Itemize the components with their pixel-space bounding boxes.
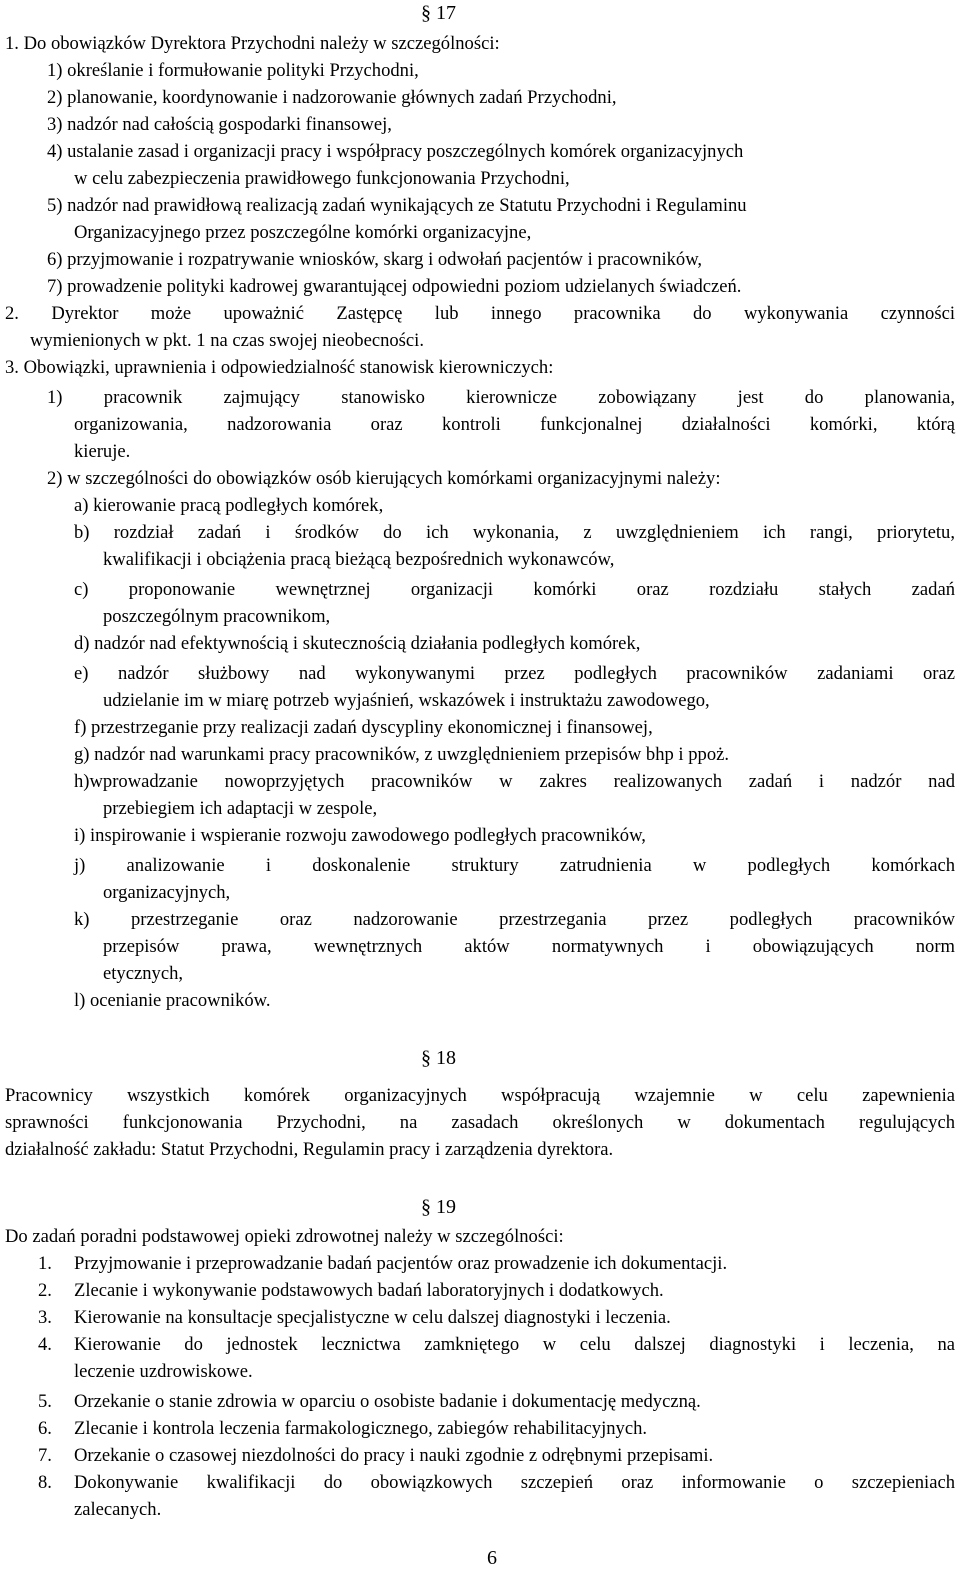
list-item: 3) nadzór nad całością gospodarki finansowej, <box>47 114 392 135</box>
list-item: 7) prowadzenie polityki kadrowej gwarantującej odpowiedni poziom udzielanych świadczeń. <box>47 276 742 297</box>
list-item-number: 5. <box>38 1391 52 1412</box>
sub-list-item: c) proponowanie wewnętrznej organizacji komórki oraz rozdziału stałych zadań <box>74 579 955 600</box>
list-item: 2) planowanie, koordynowanie i nadzorowanie głównych zadań Przychodni, <box>47 87 617 108</box>
paragraph-line: sprawności funkcjonowania Przychodni, na zasadach określonych w dokumentach regulujących <box>5 1112 955 1133</box>
sub-list-item: f) przestrzeganie przy realizacji zadań dyscypliny ekonomicznej i finansowej, <box>74 717 653 738</box>
list-item-number: 4. <box>38 1334 52 1355</box>
sub-list-item: g) nadzór nad warunkami pracy pracowników, z uwzględnieniem przepisów bhp i ppoż. <box>74 744 730 765</box>
list-item: 1) pracownik zajmujący stanowisko kierownicze zobowiązany jest do planowania, <box>47 387 955 408</box>
list-item: Przyjmowanie i przeprowadzanie badań pacjentów oraz prowadzenie ich dokumentacji. <box>74 1253 728 1274</box>
paragraph-line: Pracownicy wszystkich komórek organizacyjnych współpracują wzajemnie w celu zapewnienia <box>5 1085 955 1106</box>
list-item: 6) przyjmowanie i rozpatrywanie wniosków, skarg i odwołań pacjentów i pracowników, <box>47 249 703 270</box>
list-item: Kierowanie na konsultacje specjalistyczne w celu dalszej diagnostyki i leczenia. <box>74 1307 671 1328</box>
section-heading-18: § 18 <box>421 1047 456 1069</box>
list-item-number: 6. <box>38 1418 52 1439</box>
paragraph-2-line: wymienionych w pkt. 1 na czas swojej nieobecności. <box>30 330 424 351</box>
list-item: 5) nadzór nad prawidłową realizacją zadań wynikających ze Statutu Przychodni i Regulaminu <box>47 195 747 216</box>
list-item: Orzekanie o czasowej niezdolności do pracy i nauki zgodnie z odrębnymi przepisami. <box>74 1445 714 1466</box>
sub-list-item: i) inspirowanie i wspieranie rozwoju zawodowego podległych pracowników, <box>74 825 646 846</box>
sub-list-item-continuation: udzielanie im w miarę potrzeb wyjaśnień, wskazówek i instruktażu zawodowego, <box>103 690 710 711</box>
sub-list-item: h)wprowadzanie nowoprzyjętych pracowników w zakres realizowanych zadań i nadzór nad <box>74 771 955 792</box>
list-item-continuation: organizowania, nadzorowania oraz kontroli funkcjonalnej działalności komórki, którą <box>74 414 955 435</box>
sub-list-item-continuation: przebiegiem ich adaptacji w zespole, <box>103 798 378 819</box>
list-item: 2) w szczególności do obowiązków osób kierujących komórkami organizacyjnymi należy: <box>47 468 721 489</box>
paragraph-intro: Do zadań poradni podstawowej opieki zdrowotnej należy w szczególności: <box>5 1226 564 1247</box>
list-item-continuation: w celu zabezpieczenia prawidłowego funkcjonowania Przychodni, <box>74 168 570 189</box>
sub-list-item-continuation: przepisów prawa, wewnętrznych aktów normatywnych i obowiązujących norm <box>103 936 955 957</box>
sub-list-item: a) kierowanie pracą podległych komórek, <box>74 495 384 516</box>
sub-list-item-continuation: poszczególnym pracownikom, <box>103 606 331 627</box>
page-number: 6 <box>487 1547 497 1569</box>
list-item: Zlecanie i kontrola leczenia farmakologicznego, zabiegów rehabilitacyjnych. <box>74 1418 648 1439</box>
sub-list-item-continuation: organizacyjnych, <box>103 882 231 903</box>
list-item-number: 3. <box>38 1307 52 1328</box>
sub-list-item-continuation: etycznych, <box>103 963 184 984</box>
list-item-number: 2. <box>38 1280 52 1301</box>
paragraph-2-line: 2. Dyrektor może upoważnić Zastępcę lub innego pracownika do wykonywania czynności <box>5 303 955 324</box>
list-item: 4) ustalanie zasad i organizacji pracy i współpracy poszczególnych komórek organizacyjnych <box>47 141 744 162</box>
list-item-number: 8. <box>38 1472 52 1493</box>
list-item: Orzekanie o stanie zdrowia w oparciu o osobiste badanie i dokumentację medyczną. <box>74 1391 701 1412</box>
list-item-continuation: Organizacyjnego przez poszczególne komórki organizacyjne, <box>74 222 532 243</box>
sub-list-item: l) ocenianie pracowników. <box>74 990 271 1011</box>
paragraph-3-intro: 3. Obowiązki, uprawnienia i odpowiedzialność stanowisk kierowniczych: <box>5 357 554 378</box>
list-item-number: 7. <box>38 1445 52 1466</box>
list-item-continuation: kieruje. <box>74 441 131 462</box>
sub-list-item: k) przestrzeganie oraz nadzorowanie przestrzegania przez podległych pracowników <box>74 909 955 930</box>
sub-list-item: d) nadzór nad efektywnością i skutecznością działania podległych komórek, <box>74 633 641 654</box>
sub-list-item: e) nadzór służbowy nad wykonywanymi przez podległych pracowników zadaniami oraz <box>74 663 955 684</box>
list-item: Zlecanie i wykonywanie podstawowych badań laboratoryjnych i dodatkowych. <box>74 1280 664 1301</box>
sub-list-item: b) rozdział zadań i środków do ich wykonania, z uwzględnieniem ich rangi, priorytetu, <box>74 522 955 543</box>
paragraph-line: działalność zakładu: Statut Przychodni, Regulamin pracy i zarządzenia dyrektora. <box>5 1139 614 1160</box>
section-heading-17: § 17 <box>421 2 456 24</box>
section-heading-19: § 19 <box>421 1196 456 1218</box>
paragraph-1-intro: 1. Do obowiązków Dyrektora Przychodni należy w szczególności: <box>5 33 500 54</box>
sub-list-item: j) analizowanie i doskonalenie struktury zatrudnienia w podległych komórkach <box>74 855 955 876</box>
list-item-continuation: leczenie uzdrowiskowe. <box>74 1361 253 1382</box>
list-item: 1) określanie i formułowanie polityki Przychodni, <box>47 60 419 81</box>
list-item-number: 1. <box>38 1253 52 1274</box>
list-item: Kierowanie do jednostek lecznictwa zamkniętego w celu dalszej diagnostyki i leczenia, na <box>74 1334 955 1355</box>
sub-list-item-continuation: kwalifikacji i obciążenia pracą bieżącą bezpośrednich wykonawców, <box>103 549 615 570</box>
list-item: Dokonywanie kwalifikacji do obowiązkowych szczepień oraz informowanie o szczepieniach <box>74 1472 955 1493</box>
list-item-continuation: zalecanych. <box>74 1499 162 1520</box>
